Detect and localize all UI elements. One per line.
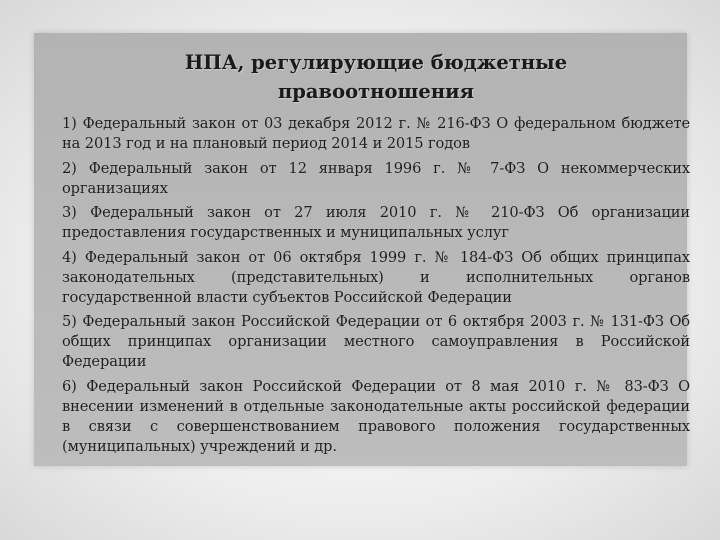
law-item-3: 3) Федеральный закон от 27 июля 2010 г. № 210-ФЗ Об организации предоставления государственных и муниципальных услуг	[62, 204, 690, 241]
law-item-5: 5) Федеральный закон Российской Федерации от 6 октября 2003 г. № 131-ФЗ Об общих принципах организации местного самоуправления в Российской Федерации	[62, 313, 690, 370]
law-list	[62, 114, 690, 457]
law-item-2: 2) Федеральный закон от 12 января 1996 г. № 7-ФЗ О некоммерческих организациях	[62, 159, 690, 197]
title-line-2: правоотношения	[278, 80, 474, 103]
law-item-4: 4) Федеральный закон от 06 октября 1999 г. № 184-ФЗ Об общих принципах законодательных (представительных) и исполнительных органов государственной власти субъектов Российской Федерации	[62, 248, 690, 306]
title-line-1: НПА, регулирующие бюджетные	[184, 51, 568, 74]
law-item-1: 1) Федеральный закон от 03 декабря 2012 г. № 216-ФЗ О федеральном бюджете на 2013 год и на плановый период 2014 и 2015 годов	[62, 115, 690, 152]
slide-title	[62, 48, 690, 106]
slide-content	[62, 48, 690, 461]
law-item-6: 6) Федеральный закон Российской Федерации от 8 мая 2010 г. № 83-ФЗ О внесении изменений в отдельные законодательные акты российской федерации в связи с совершенствованием правового положения государственных (муниципальных) учреждений и др.	[62, 377, 690, 455]
